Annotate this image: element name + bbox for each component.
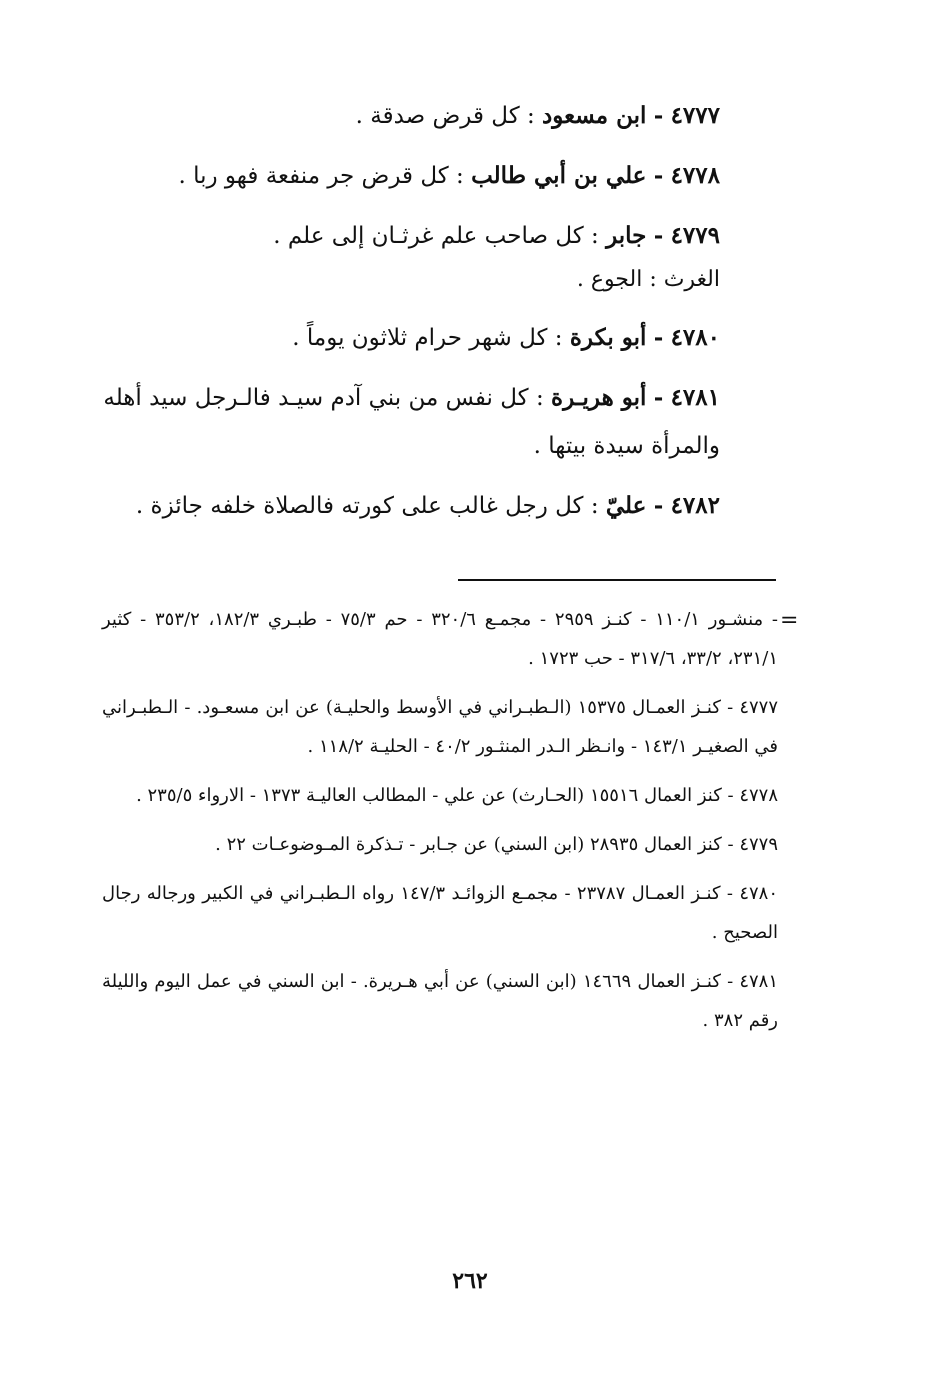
hadith-entry-4781 xyxy=(100,374,720,470)
entry-number: ٤٧٨٢ xyxy=(670,492,720,519)
hadith-text: : كل نفس من بني آدم سيـد فالـرجل سيد أهله والمرأة سيدة بيتها . xyxy=(103,385,720,459)
entry-number: ٤٧٧٨ xyxy=(670,162,720,189)
narrator-name: أبو بكرة xyxy=(569,324,647,351)
entry-separator: - xyxy=(653,222,664,249)
entry-separator: - xyxy=(653,162,664,189)
entry-number: ٤٧٨١ xyxy=(670,384,720,411)
hadith-entry-4777 xyxy=(100,92,720,140)
hadith-entry-4778 xyxy=(100,152,720,200)
entry-separator: - xyxy=(653,324,664,351)
footnote-4779: ٤٧٧٩ - كنز العمال ٢٨٩٣٥ (ابن السني) عن جـابر - تـذكرة المـوضوعـات ٢٢ . xyxy=(215,834,778,855)
entry-number: ٤٧٧٧ xyxy=(670,102,720,129)
footnote-4780: ٤٧٨٠ - كنـز العمـال ٢٣٧٨٧ - مجمـع الزوائـد ١٤٧/٣ رواه الـطبـراني في الكبير ورجاله رجال الصحيح . xyxy=(102,883,778,943)
narrator-name: أبو هريـرة xyxy=(551,384,647,411)
entry-separator: - xyxy=(653,102,664,129)
hadith-text: : كل رجل غالب على كورته فالصلاة خلفه جائزة . xyxy=(135,493,599,519)
narrator-name: علي بن أبي طالب xyxy=(471,162,647,189)
entry-separator: - xyxy=(653,492,664,519)
hadith-entries xyxy=(100,92,720,542)
hadith-text: : كل صاحب علم غرثـان إلى علم . xyxy=(273,223,599,249)
hadith-text: : كل قرض صدقة . xyxy=(355,103,535,129)
word-gloss: الغرث : الجوع . xyxy=(576,267,720,292)
footnote-4781: ٤٧٨١ - كنـز العمال ١٤٦٦٩ (ابن السني) عن أبي هـريرة. - ابن السني في عمل اليوم والليلة رقم ٣٨٢ . xyxy=(102,971,779,1031)
footnotes xyxy=(102,600,778,1050)
entry-separator: - xyxy=(653,384,664,411)
continuation-mark: = xyxy=(780,608,799,633)
hadith-entry-4780 xyxy=(100,314,720,362)
page-number: ٢٦٢ xyxy=(452,1268,488,1294)
hadith-text: : كل شهر حرام ثلاثون يوماً . xyxy=(292,325,563,351)
hadith-entry-4779 xyxy=(100,212,720,260)
narrator-name: جابر xyxy=(606,222,647,249)
hadith-entry-4782 xyxy=(100,482,720,530)
narrator-name: ابن مسعود xyxy=(542,102,647,129)
footnote-continuation: - منشـور ١١٠/١ - كنـز ٢٩٥٩ - مجمـع ٣٢٠/٦ - حم ٧٥/٣ - طبـري ١٨٢/٣، ٣٥٣/٢ - كثير ٢٣١/١، ٣٣/٢، ٣١٧/٦ - حب ١٧٢٣ . xyxy=(102,609,779,669)
footnote-4778: ٤٧٧٨ - كنز العمال ١٥٥١٦ (الحـارث) عن علي - المطالب العاليـة ١٣٧٣ - الارواء ٢٣٥/٥ . xyxy=(136,785,778,806)
footnote-divider xyxy=(458,579,776,581)
entry-number: ٤٧٨٠ xyxy=(670,324,720,351)
hadith-text: : كل قرض جر منفعة فهو ربا . xyxy=(178,163,464,189)
narrator-name: عليّ xyxy=(605,492,647,519)
entry-number: ٤٧٧٩ xyxy=(670,222,720,249)
footnote-4777: ٤٧٧٧ - كنـز العمـال ١٥٣٧٥ (الـطبـراني في الأوسط والحليـة) عن ابن مسعـود. - الـطبـراني في الصغيـر ١٤٣/١ - وانـظر الـدر المنثـور ٤٠/٢ - الحليـة ١١٨/٢ . xyxy=(102,697,778,757)
